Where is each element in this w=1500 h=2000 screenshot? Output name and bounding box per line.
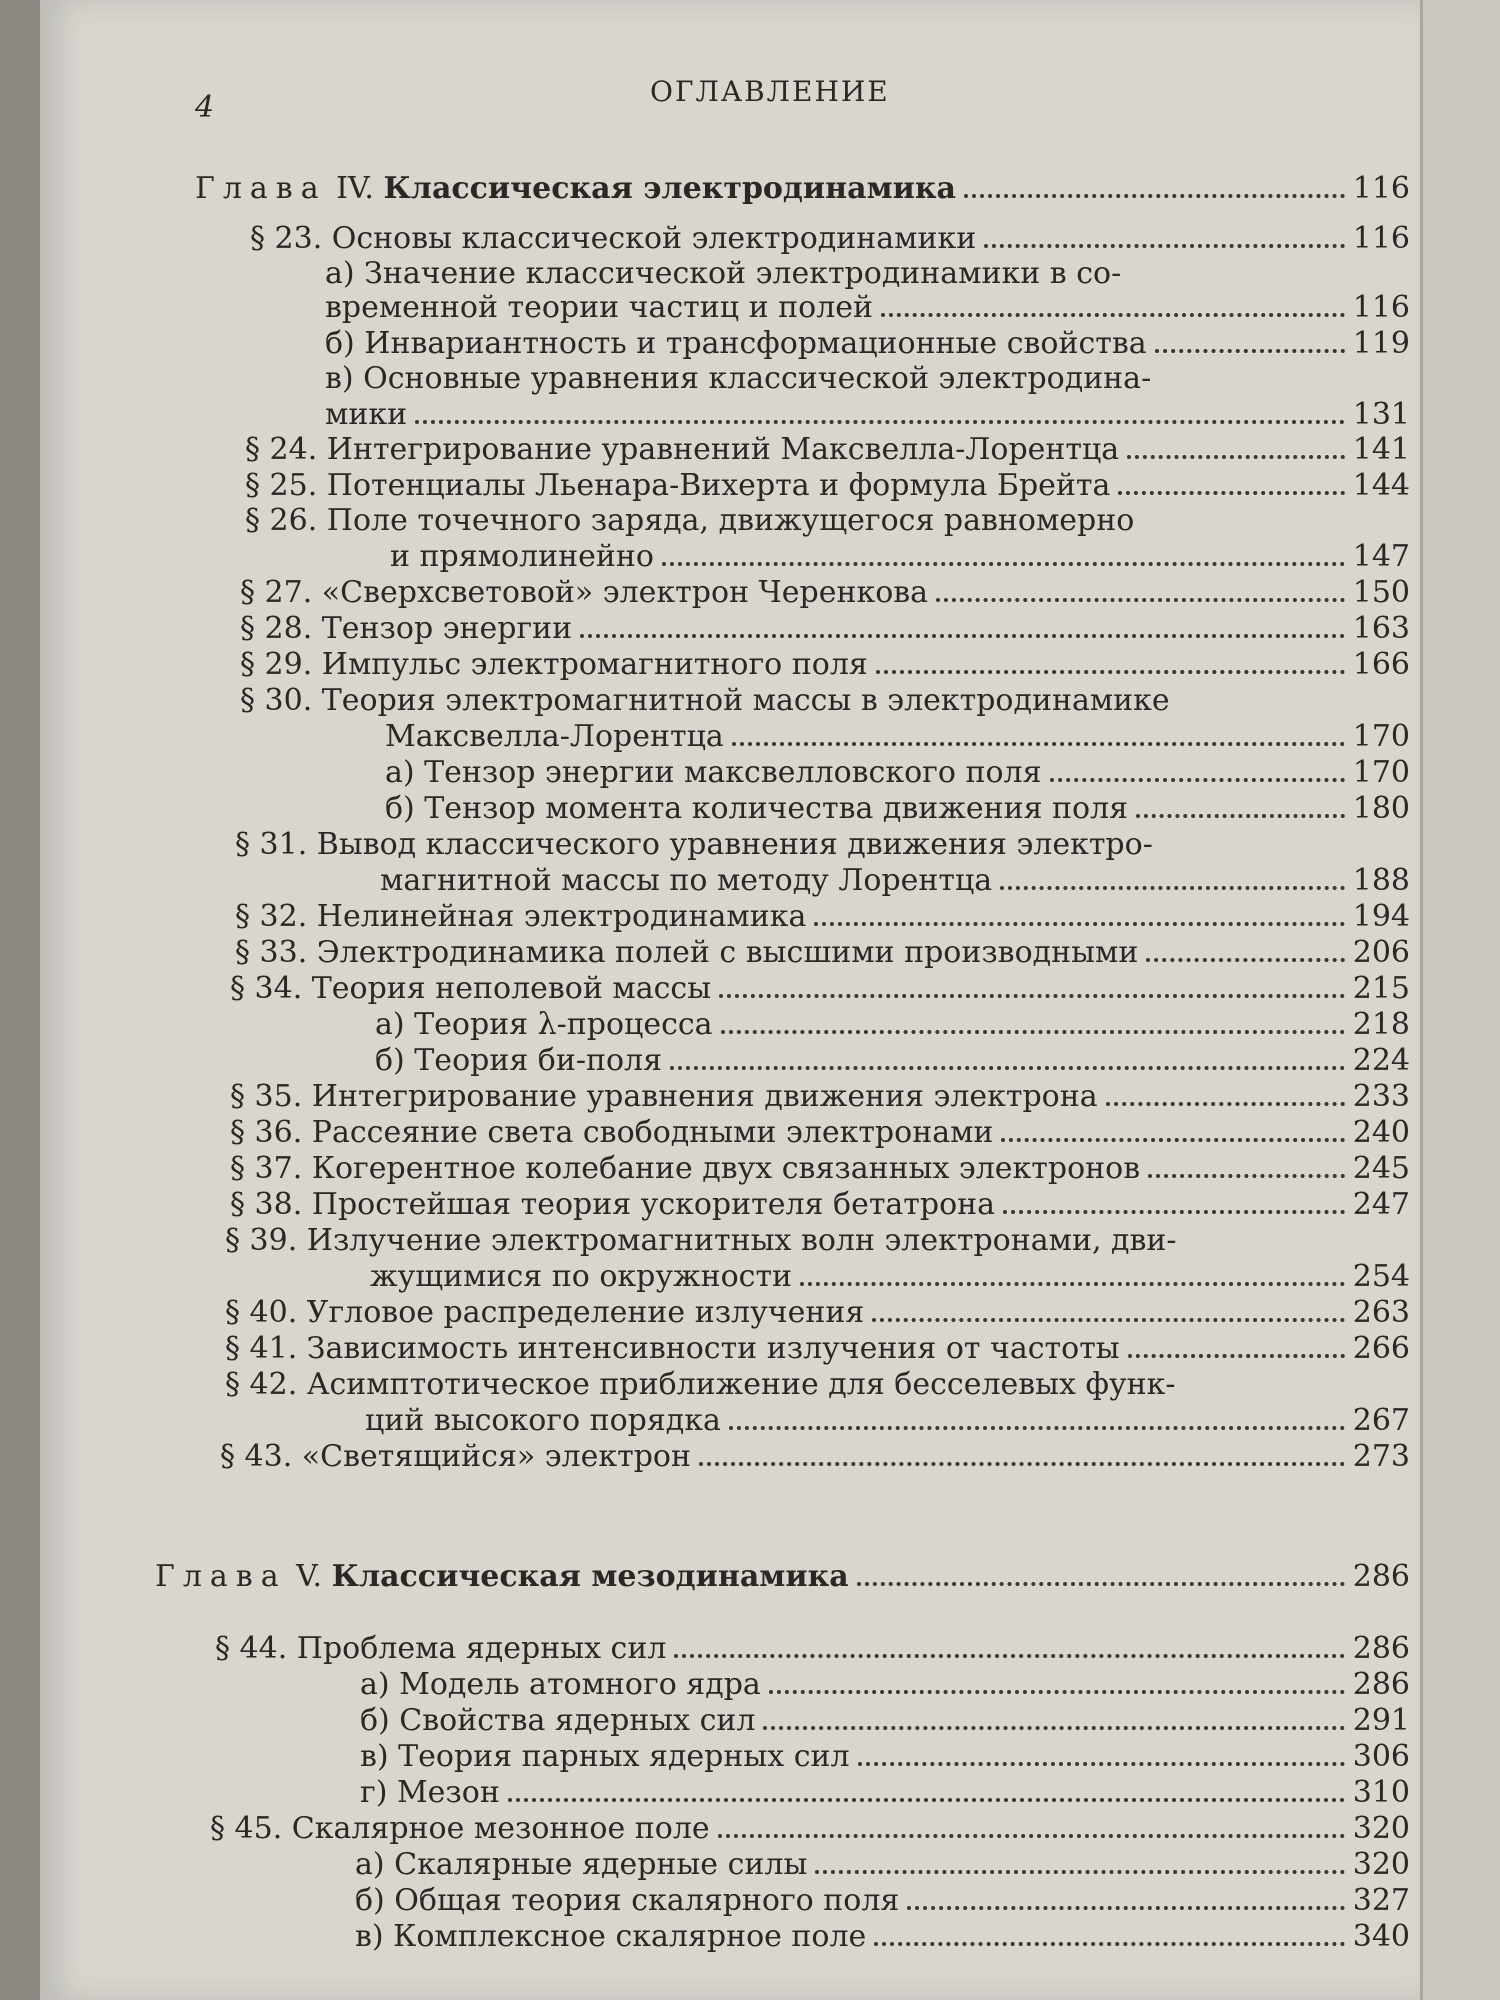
entry-label: § 34. Теория неполевой массы [230, 971, 712, 1006]
page-ref: 320 [1352, 1847, 1410, 1882]
leader-dots [763, 1726, 1344, 1730]
page-ref: 306 [1352, 1739, 1410, 1774]
page-ref: 218 [1352, 1007, 1410, 1042]
page-ref: 206 [1352, 935, 1410, 970]
toc-entry [240, 648, 1410, 682]
page-ref: 224 [1352, 1043, 1410, 1078]
entry-label: б) Свойства ядерных сил [360, 1703, 756, 1738]
toc-entry-line: а) Значение классической электродинамики в со- [325, 256, 1122, 291]
entry-label: мики [325, 397, 408, 432]
page-ref: 286 [1352, 1631, 1410, 1666]
entry-label: § 43. «Светящийся» электрон [220, 1439, 691, 1474]
toc-entry-line: § 42. Асимптотическое приближение для бесселевых функ- [225, 1367, 1176, 1402]
entry-label: б) Тензор момента количества движения поля [385, 791, 1129, 826]
page-ref: 150 [1352, 575, 1410, 610]
page-ref: 170 [1352, 719, 1410, 754]
leader-dots [815, 1870, 1344, 1874]
page-ref: 144 [1352, 468, 1410, 503]
toc-entry [365, 1404, 1410, 1438]
leader-dots [874, 1942, 1344, 1946]
page-ref: 273 [1352, 1439, 1410, 1474]
toc-entry [245, 433, 1410, 467]
toc-entry [240, 576, 1410, 610]
entry-label: а) Тензор энергии максвелловского поля [385, 755, 1042, 790]
page-ref: 194 [1352, 899, 1410, 934]
page-ref: 327 [1352, 1883, 1410, 1918]
leader-dots [662, 562, 1345, 566]
entry-label: § 25. Потенциалы Льенара-Вихерта и формула Брейта [245, 468, 1111, 503]
leader-dots [857, 1582, 1345, 1586]
page-ref: 310 [1352, 1775, 1410, 1810]
toc-entry [240, 612, 1410, 646]
entry-label: жущимися по окружности [370, 1259, 793, 1294]
leader-dots [769, 1690, 1345, 1694]
leader-dots [670, 1066, 1345, 1070]
page-ref: 320 [1352, 1811, 1410, 1846]
leader-dots [1127, 455, 1345, 459]
toc-entry-line: § 26. Поле точечного заряда, движущегося равномерно [245, 503, 1135, 538]
toc-entry [370, 1260, 1410, 1294]
leader-dots [1106, 1102, 1345, 1106]
toc-entry [225, 1332, 1410, 1366]
leader-dots [1003, 1210, 1345, 1214]
toc-entry [230, 1116, 1410, 1150]
leader-dots [699, 1462, 1345, 1466]
page-ref: 233 [1352, 1079, 1410, 1114]
page-ref: 163 [1352, 611, 1410, 646]
toc-entry [230, 1080, 1410, 1114]
leader-dots [984, 244, 1345, 248]
entry-label: § 33. Электродинамика полей с высшими производными [235, 935, 1139, 970]
page-ref: 286 [1352, 1667, 1410, 1702]
toc-entry [325, 327, 1410, 361]
leader-dots [508, 1798, 1345, 1802]
entry-label: ций высокого порядка [365, 1403, 721, 1438]
leader-dots [580, 634, 1345, 638]
page-ref: 131 [1352, 397, 1410, 432]
page-ref: 263 [1352, 1295, 1410, 1330]
toc-entry [245, 469, 1410, 503]
leader-dots [1000, 886, 1345, 890]
entry-label: § 41. Зависимость интенсивности излучения от частоты [225, 1331, 1120, 1366]
leader-dots [732, 742, 1345, 746]
leader-dots [1050, 778, 1345, 782]
leader-dots [719, 994, 1345, 998]
entry-label: Максвелла-Лорентца [385, 719, 724, 754]
page-ref: 215 [1352, 971, 1410, 1006]
toc-entry [225, 1296, 1410, 1330]
entry-label: в) Комплексное скалярное поле [355, 1919, 867, 1954]
page-ref: 188 [1352, 863, 1410, 898]
leader-dots [1136, 814, 1345, 818]
page-ref: 141 [1352, 432, 1410, 467]
toc-entry [230, 972, 1410, 1006]
toc-entry [360, 1704, 1410, 1738]
entry-label: временной теории частиц и полей [325, 290, 873, 325]
toc-entry [230, 1188, 1410, 1222]
entry-label: § 38. Простейшая теория ускорителя бетатрона [230, 1187, 996, 1222]
entry-label: а) Скалярные ядерные силы [355, 1847, 808, 1882]
page-ref: 166 [1352, 647, 1410, 682]
toc-entry-line: § 39. Излучение электромагнитных волн электронами, дви- [225, 1223, 1177, 1258]
leader-dots [718, 1834, 1345, 1838]
toc-entry [360, 1740, 1410, 1774]
page-ref: 116 [1352, 171, 1410, 206]
entry-label: § 28. Тензор энергии [240, 611, 573, 646]
entry-label: а) Модель атомного ядра [360, 1667, 761, 1702]
page-ref: 266 [1352, 1331, 1410, 1366]
chapter-4-entry [195, 172, 1410, 206]
running-title: ОГЛАВЛЕНИЕ [650, 75, 890, 108]
entry-label: б) Теория би-поля [375, 1043, 663, 1078]
page-ref: 240 [1352, 1115, 1410, 1150]
entry-label: Глава IV. Классическая электродинамика [195, 171, 956, 206]
toc-entry [230, 1152, 1410, 1186]
leader-dots [415, 420, 1345, 424]
leader-dots [800, 1282, 1345, 1286]
page-ref: 267 [1352, 1403, 1410, 1438]
entry-label: § 44. Проблема ядерных сил [215, 1631, 667, 1666]
entry-label: § 45. Скалярное мезонное поле [210, 1811, 710, 1846]
leader-dots [1118, 491, 1344, 495]
page-ref: 245 [1352, 1151, 1410, 1186]
entry-label: § 36. Рассеяние света свободными электронами [230, 1115, 994, 1150]
leader-dots [1155, 349, 1345, 353]
entry-label: и прямолинейно [390, 539, 654, 574]
toc-entry [325, 291, 1410, 325]
page-ref: 340 [1352, 1919, 1410, 1954]
leader-dots [876, 670, 1345, 674]
leader-dots [881, 313, 1345, 317]
toc-entry [360, 1776, 1410, 1810]
toc-entry [355, 1848, 1410, 1882]
leader-dots [1128, 1354, 1345, 1358]
toc-entry [235, 936, 1410, 970]
toc-entry [390, 540, 1410, 574]
toc-entry-line: § 31. Вывод классического уравнения движения электро- [235, 827, 1153, 862]
page-ref: 291 [1352, 1703, 1410, 1738]
page-header [40, 70, 1420, 125]
toc-entry [325, 398, 1410, 432]
toc-entry-line: в) Основные уравнения классической электродина- [325, 361, 1152, 396]
leader-dots [858, 1762, 1345, 1766]
toc-entry [385, 792, 1410, 826]
toc-entry [385, 756, 1410, 790]
entry-label: в) Теория парных ядерных сил [360, 1739, 850, 1774]
toc-entry [380, 864, 1410, 898]
entry-label: б) Общая теория скалярного поля [355, 1883, 900, 1918]
page-number: 4 [195, 90, 215, 125]
leader-dots [936, 598, 1345, 602]
page-ref: 170 [1352, 755, 1410, 790]
page-ref: 116 [1352, 290, 1410, 325]
leader-dots [907, 1906, 1344, 1910]
adjacent-page-edge [1420, 0, 1500, 2000]
toc-entry [215, 1632, 1410, 1666]
entry-label: магнитной массы по методу Лорентца [380, 863, 993, 898]
toc-entry [235, 900, 1410, 934]
toc-entry-line: § 30. Теория электромагнитной массы в электродинамике [240, 683, 1170, 718]
entry-label: § 29. Импульс электромагнитного поля [240, 647, 868, 682]
page-ref: 116 [1352, 221, 1410, 256]
leader-dots [872, 1318, 1344, 1322]
leader-dots [1148, 1174, 1345, 1178]
page-ref: 180 [1352, 791, 1410, 826]
toc-entry [375, 1008, 1410, 1042]
toc-entry [355, 1884, 1410, 1918]
leader-dots [1146, 958, 1344, 962]
entry-label: § 40. Угловое распределение излучения [225, 1295, 865, 1330]
page-ref: 119 [1352, 326, 1410, 361]
entry-label: г) Мезон [360, 1775, 500, 1810]
leader-dots [729, 1426, 1345, 1430]
page-ref: 286 [1352, 1559, 1410, 1594]
entry-label: § 37. Когерентное колебание двух связанных электронов [230, 1151, 1141, 1186]
entry-label: § 23. Основы классической электродинамики [250, 221, 977, 256]
entry-label: § 32. Нелинейная электродинамика [235, 899, 807, 934]
page-ref: 147 [1352, 539, 1410, 574]
entry-label: § 27. «Сверхсветовой» электрон Черенкова [240, 575, 929, 610]
book-page [40, 0, 1420, 2000]
leader-dots [814, 922, 1344, 926]
entry-label: § 24. Интегрирование уравнений Максвелла-Лорентца [245, 432, 1120, 467]
toc-entry [385, 720, 1410, 754]
chapter-5-entry [155, 1560, 1410, 1594]
entry-label: § 35. Интегрирование уравнения движения электрона [230, 1079, 1098, 1114]
toc-entry [220, 1440, 1410, 1474]
page-ref: 247 [1352, 1187, 1410, 1222]
leader-dots [1001, 1138, 1344, 1142]
toc-entry [210, 1812, 1410, 1846]
leader-dots [721, 1030, 1345, 1034]
toc-entry [250, 222, 1410, 256]
leader-dots [674, 1654, 1344, 1658]
toc-entry [375, 1044, 1410, 1078]
toc-entry [360, 1668, 1410, 1702]
entry-label: Глава V. Классическая мезодинамика [155, 1559, 849, 1594]
toc-entry [355, 1920, 1410, 1954]
entry-label: а) Теория λ-процесса [375, 1007, 713, 1042]
leader-dots [964, 194, 1345, 198]
page-ref: 254 [1352, 1259, 1410, 1294]
entry-label: б) Инвариантность и трансформационные свойства [325, 326, 1147, 361]
